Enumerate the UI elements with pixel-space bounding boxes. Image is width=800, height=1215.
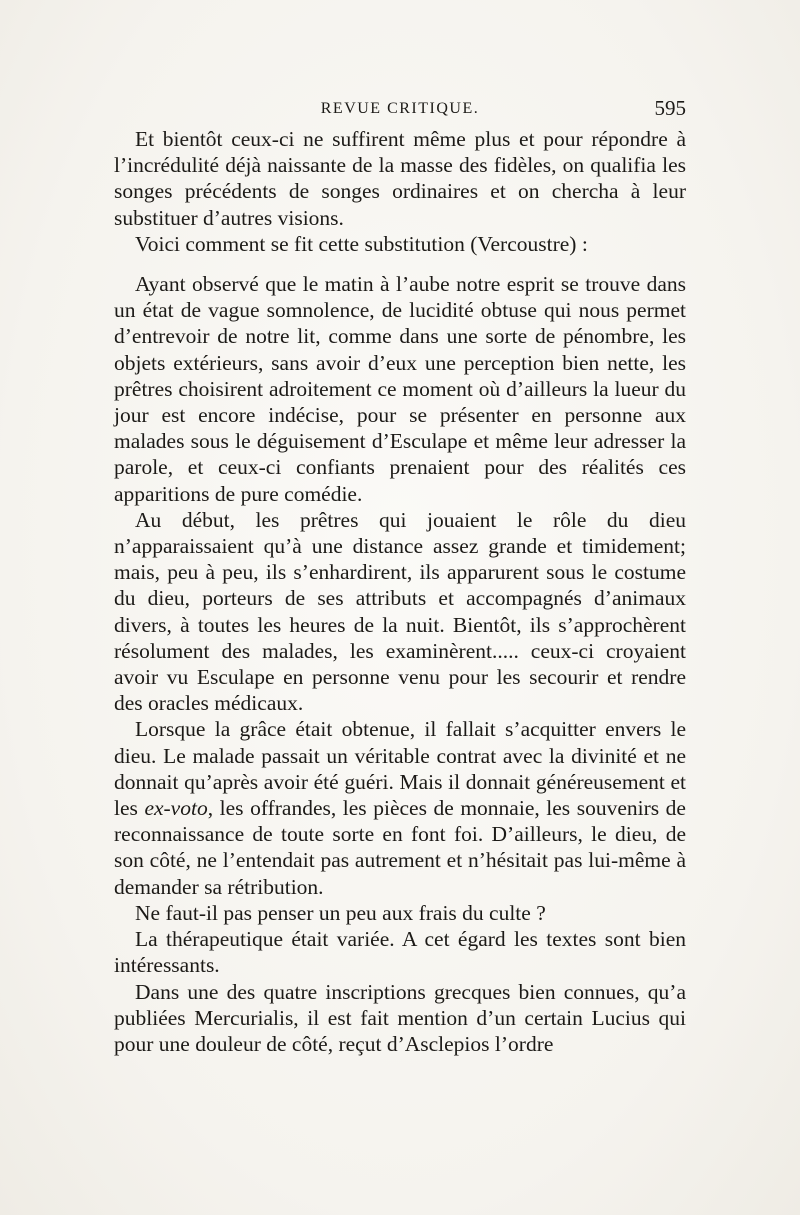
body-text [114,126,686,1057]
paragraph-text: Lorsque la grâce était obtenue, il fallait s’acquitter envers le dieu. Le malade passait un véritable contrat avec la divinité et ne donnait qu’après avoir été guéri. Mais il donnait généreusement et les [114,717,686,821]
paragraph: Et bientôt ceux-ci ne suffirent même plus et pour répondre à l’incrédulité déjà naissante de la masse des fidèles, on qualifia les songes précédents de songes ordinaires et on chercha à leur substituer d’autres visions. [114,127,686,230]
running-title: REVUE CRITIQUE. [320,100,480,117]
paragraph: Voici comment se fit cette substitution (Vercoustre) : [135,231,588,256]
page-number: 595 [654,96,686,120]
paragraph: Dans une des quatre inscriptions grecques bien connues, qu’a publiées Mercurialis, il est fait mention d’un certain Lucius qui pour une douleur de côté, reçut d’Asclepios l’ordre [114,979,686,1056]
paragraph-text: , les offrandes, les pièces de monnaie, les souvenirs de reconnaissance de toute sorte en font foi. D’ailleurs, le dieu, de son côté, ne l’entendait pas autrement et n’hésitait pas lui-même à demander sa rétribution. [114,796,686,899]
running-head [114,96,686,124]
paragraph [114,716,686,899]
paragraph: Au début, les prêtres qui jouaient le rôle du dieu n’apparaissaient qu’à une distance assez grande et timidement; mais, peu à peu, ils s’enhardirent, ils apparurent sous le costume du dieu, porteurs de ses attributs et accompagnés d’animaux divers, à toutes les heures de la nuit. Bientôt, ils s’approchèrent résolument des malades, les examinèrent..... ceux-ci croyaient avoir vu Esculape en personne venu pour les secourir et rendre des oracles médicaux. [114,507,686,716]
paragraph: La thérapeutique était variée. A cet égard les textes sont bien intéressants. [114,927,686,978]
paragraph: Ne faut-il pas penser un peu aux frais du culte ? [135,900,546,925]
paragraph-italic-text: ex-voto [144,796,208,821]
paragraph: Ayant observé que le matin à l’aube notre esprit se trouve dans un état de vague somnolence, de lucidité obtuse qui nous permet d’entrevoir de notre lit, comme dans une sorte de pénombre, les objets extérieurs, sans avoir d’eux une perception bien nette, les prêtres choisirent adroitement ce moment où d’ailleurs la lueur du jour est encore indécise, pour se présenter en personne aux malades sous le déguisement d’Esculape et même leur adresser la parole, et ceux-ci confiants prenaient pour des réalités ces apparitions de pure comédie. [114,272,686,506]
